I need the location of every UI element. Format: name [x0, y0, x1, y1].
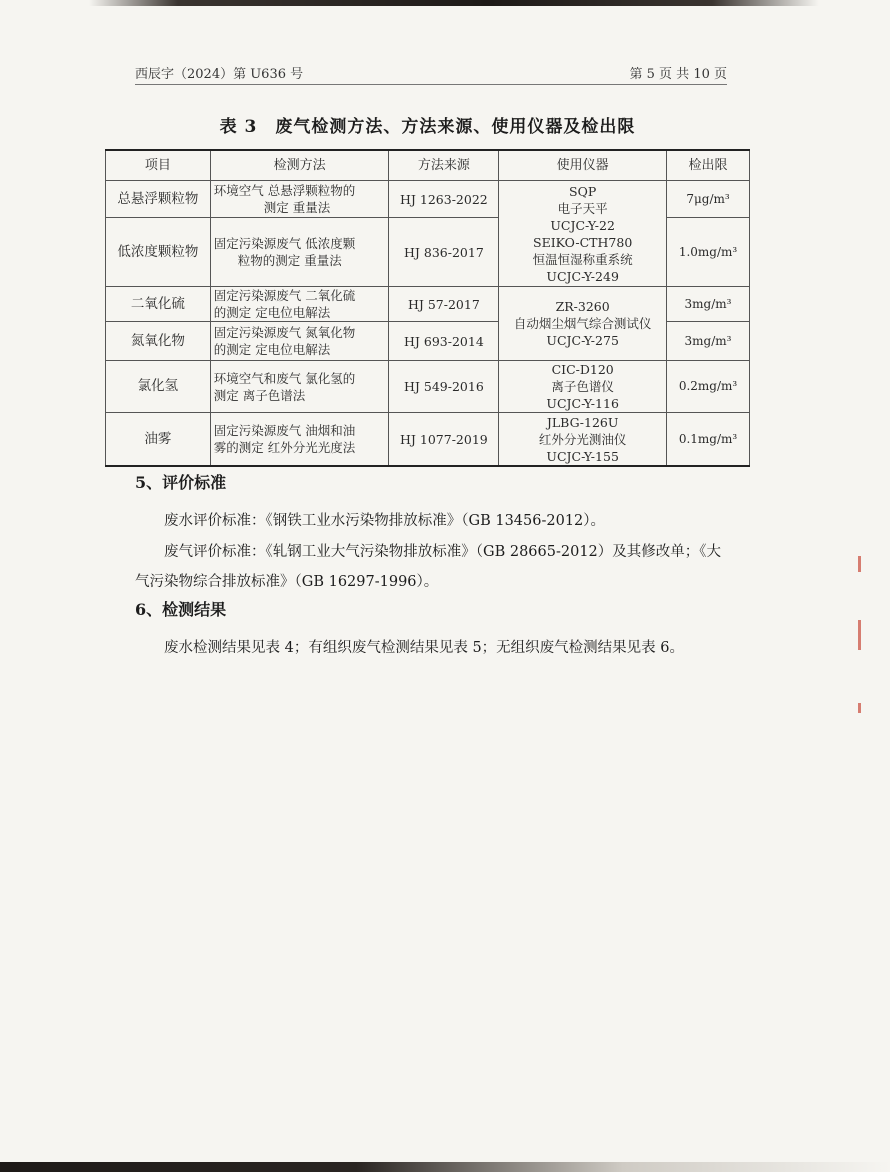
method-line: 粒物的测定 重量法	[237, 253, 342, 268]
instrument-line: UCJC-Y-22	[550, 217, 615, 233]
limit-cell: 3mg/m³	[667, 287, 750, 322]
document-number: 西辰字（2024）第 U636 号	[135, 67, 304, 82]
source-cell: HJ 693-2014	[389, 322, 499, 361]
instrument-cell	[499, 181, 667, 287]
seal-edge-mark	[858, 556, 861, 572]
section-6-heading: 6、检测结果	[135, 600, 227, 619]
exhaust-standard-paragraph: 废气评价标准：《轧钢工业大气污染物排放标准》（GB 28665-2012）及其修改单；《大气污染物综合排放标准》（GB 16297-1996）。	[135, 544, 722, 590]
table-row	[106, 413, 750, 467]
instrument-line: 自动烟尘烟气综合测试仪	[513, 316, 652, 331]
limit-cell: 0.2mg/m³	[667, 361, 750, 413]
instrument-cell	[499, 361, 667, 413]
scan-bottom-edge	[0, 1162, 890, 1172]
item-cell: 氮氧化物	[106, 322, 211, 361]
method-line: 固定污染源废气 氮氧化物	[213, 325, 356, 340]
instrument-cell	[499, 287, 667, 361]
seal-edge-mark	[858, 620, 861, 650]
method-cell	[210, 218, 389, 287]
instrument-line: 恒温恒湿称重系统	[532, 251, 633, 267]
instrument-line: ZR-3260	[555, 299, 610, 314]
source-cell: HJ 836-2017	[389, 218, 499, 287]
instrument-line: 电子天平	[557, 200, 608, 216]
wastewater-standard-paragraph: 废水评价标准：《钢铁工业水污染物排放标准》（GB 13456-2012）。	[164, 513, 606, 529]
instrument-line: SEIKO-CTH780	[533, 234, 633, 250]
scan-top-edge	[0, 0, 890, 6]
method-cell	[210, 181, 389, 218]
method-line: 环境空气 总悬浮颗粒物的	[213, 183, 356, 198]
instrument-line: UCJC-Y-275	[546, 333, 619, 348]
column-header: 项目	[106, 150, 211, 181]
item-cell: 总悬浮颗粒物	[106, 181, 211, 218]
method-cell	[210, 361, 389, 413]
limit-cell: 0.1mg/m³	[667, 413, 750, 467]
instrument-line: UCJC-Y-249	[546, 268, 619, 284]
method-cell	[210, 413, 389, 467]
instrument-line: 离子色谱仪	[551, 379, 614, 394]
instrument-line: UCJC-Y-116	[546, 396, 619, 411]
column-header: 检出限	[667, 150, 750, 181]
instrument-cell	[499, 413, 667, 467]
method-line: 测定 重量法	[263, 200, 331, 215]
method-line: 固定污染源废气 低浓度颗	[213, 236, 356, 251]
instrument-line: SQP	[569, 183, 597, 199]
method-cell	[210, 287, 389, 322]
column-header: 方法来源	[389, 150, 499, 181]
table-row	[106, 287, 750, 322]
method-line: 雾的测定 红外分光光度法	[213, 440, 356, 455]
table-row	[106, 361, 750, 413]
seal-edge-mark	[858, 703, 861, 713]
limit-cell: 7μg/m³	[667, 181, 750, 218]
table-title: 表 3 废气检测方法、方法来源、使用仪器及检出限	[219, 117, 636, 137]
instrument-line: 红外分光测油仪	[538, 431, 627, 447]
table-row	[106, 181, 750, 218]
column-header: 检测方法	[210, 150, 389, 181]
method-line: 的测定 定电位电解法	[213, 305, 331, 320]
method-line: 的测定 定电位电解法	[213, 342, 331, 357]
source-cell: HJ 1077-2019	[389, 413, 499, 467]
method-line: 固定污染源废气 油烟和油	[213, 423, 356, 438]
instrument-line: UCJC-Y-155	[546, 448, 619, 464]
instrument-line: CIC-D120	[551, 362, 614, 377]
method-cell	[210, 322, 389, 361]
section-5-heading: 5、评价标准	[135, 473, 227, 492]
item-cell: 氯化氢	[106, 361, 211, 413]
header-rule	[135, 84, 727, 85]
results-paragraph: 废水检测结果见表 4；有组织废气检测结果见表 5；无组织废气检测结果见表 6。	[164, 640, 685, 656]
source-cell: HJ 1263-2022	[389, 181, 499, 218]
item-cell: 二氧化硫	[106, 287, 211, 322]
limit-cell: 1.0mg/m³	[667, 218, 750, 287]
table-header-row	[106, 150, 750, 181]
page-number: 第 5 页 共 10 页	[629, 67, 727, 82]
exhaust-gas-method-table	[105, 149, 750, 467]
instrument-line: JLBG-126U	[546, 414, 619, 430]
method-line: 环境空气和废气 氯化氢的	[213, 370, 356, 386]
page-header	[135, 60, 727, 82]
item-cell: 油雾	[106, 413, 211, 467]
source-cell: HJ 549-2016	[389, 361, 499, 413]
method-line: 测定 离子色谱法	[213, 387, 306, 403]
limit-cell: 3mg/m³	[667, 322, 750, 361]
column-header: 使用仪器	[499, 150, 667, 181]
source-cell: HJ 57-2017	[389, 287, 499, 322]
method-line: 固定污染源废气 二氧化硫	[213, 288, 356, 303]
item-cell: 低浓度颗粒物	[106, 218, 211, 287]
